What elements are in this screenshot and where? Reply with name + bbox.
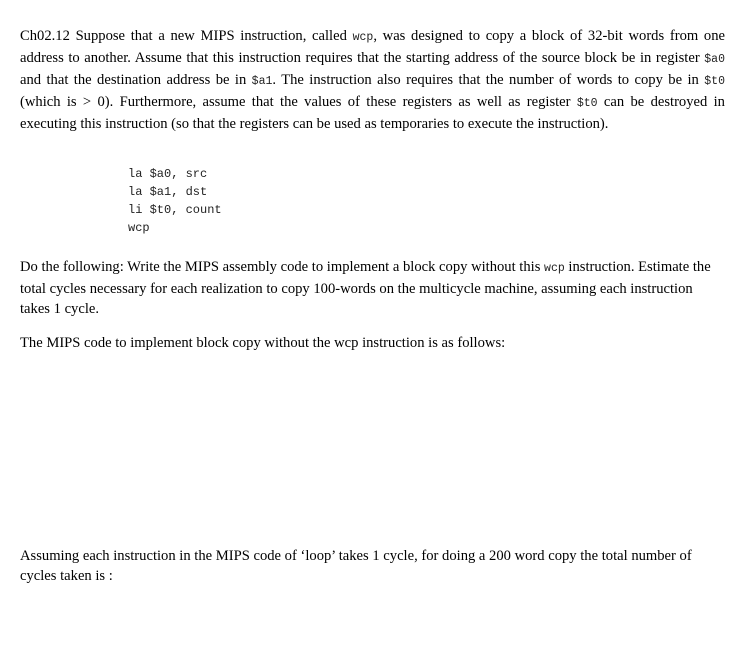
code-line-4: wcp [128, 221, 150, 235]
question-text-5: (which is > 0). Furthermore, assume that the values of these registers as well as register [20, 94, 577, 110]
code-line-3: li $t0, count [128, 203, 222, 217]
code-line-1: la $a0, src [128, 167, 208, 181]
question-text-4: . The instruction also requires that the number of words to copy be in [272, 72, 705, 88]
task-paragraph [20, 257, 725, 319]
question-text-6: can be destroyed in executing this instruction (so that the registers can be used as temporaries to execute the instruction). [20, 94, 725, 132]
a1-inline-code: $a1 [251, 75, 273, 88]
t0-inline-code-2: $t0 [576, 97, 598, 110]
answer-intro-paragraph: The MIPS code to implement block copy without the wcp instruction is as follows: [20, 335, 506, 351]
task-text-2: instruction. Estimate the total cycles necessary for each realization to copy 100-words on the multicycle machine, assuming each instruction takes 1 cycle. [20, 259, 711, 317]
question-text-1: Ch02.12 Suppose that a new MIPS instruction, called [20, 28, 353, 44]
wcp-inline-code: wcp [352, 31, 374, 44]
t0-inline-code: $t0 [704, 75, 725, 88]
task-text-1: Do the following: Write the MIPS assembly code to implement a block copy without this [20, 259, 545, 275]
code-line-2: la $a1, dst [128, 185, 208, 199]
question-paragraph [20, 26, 725, 134]
question-text-2: , was designed to copy a block of 32-bit words from one address to another. Assume that this instruction requires that the starting address of the source block be in register [20, 28, 725, 66]
cycles-question-paragraph: Assuming each instruction in the MIPS code of ‘loop’ takes 1 cycle, for doing a 200 word copy the total number of cycles taken is : [20, 548, 692, 584]
question-text-3: and that the destination address be in [20, 72, 252, 88]
a0-inline-code: $a0 [704, 53, 725, 66]
wcp-inline-code-task: wcp [544, 262, 565, 275]
code-block [128, 165, 222, 237]
